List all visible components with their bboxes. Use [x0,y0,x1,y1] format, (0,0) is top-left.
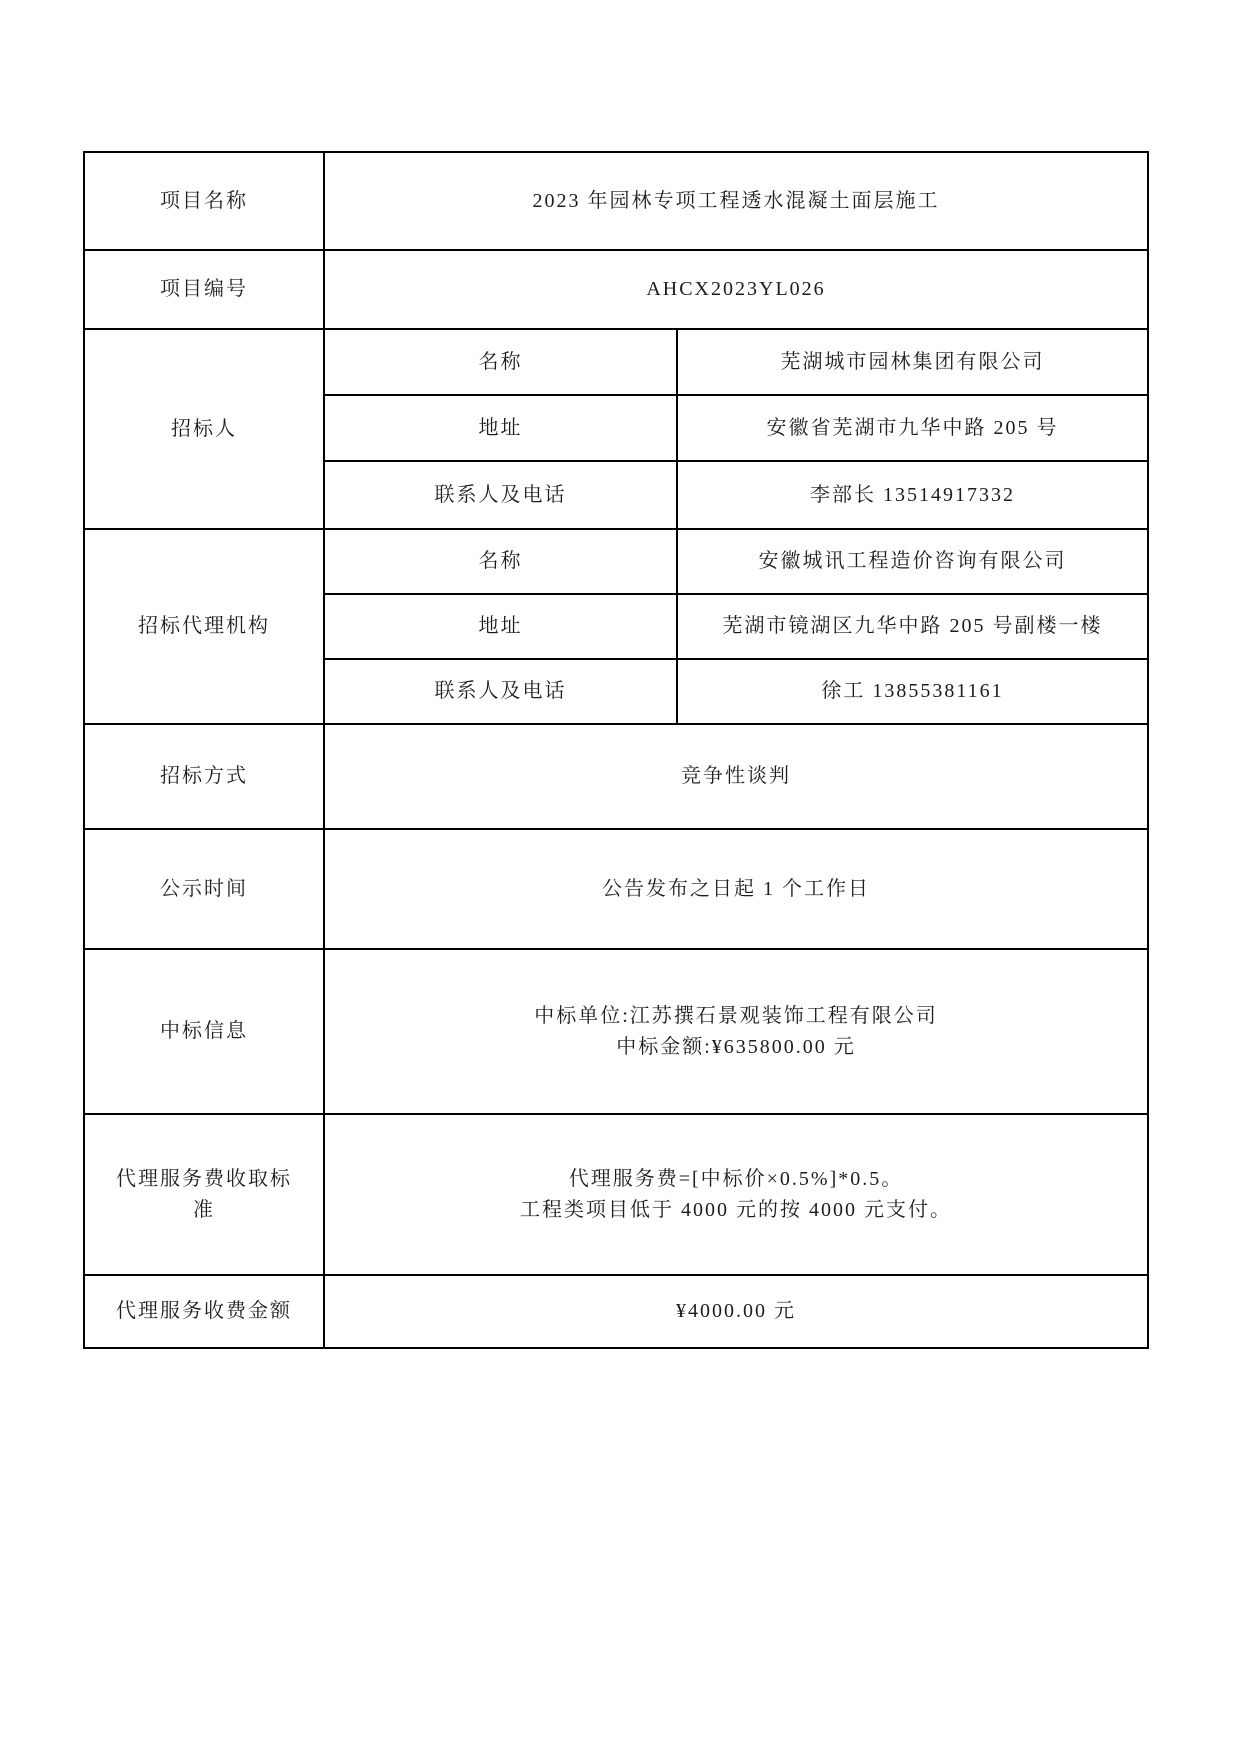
table-row [84,329,1148,395]
table-row [84,1114,1148,1275]
agency-label: 招标代理机构 [84,529,324,724]
award-winner-line: 中标单位:江苏撰石景观装饰工程有限公司 [534,1004,938,1027]
project-number-label: 项目编号 [84,250,324,329]
agency-address-label: 地址 [324,594,677,659]
table-row [84,949,1148,1114]
publicity-period-label: 公示时间 [84,829,324,949]
agency-address-value: 芜湖市镜湖区九华中路 205 号副楼一楼 [677,594,1148,659]
tenderer-name-value: 芜湖城市园林集团有限公司 [677,329,1148,395]
agency-fee-formula-line: 代理服务费=[中标价×0.5%]*0.5。 [568,1167,904,1190]
tenderer-label: 招标人 [84,329,324,529]
agency-fee-standard-value [324,1114,1148,1275]
tenderer-name-label: 名称 [324,329,677,395]
table-row [84,1275,1148,1348]
tenderer-address-label: 地址 [324,395,677,461]
table-row [84,724,1148,829]
table-row [84,152,1148,250]
tenderer-address-value: 安徽省芜湖市九华中路 205 号 [677,395,1148,461]
agency-contact-value: 徐工 13855381161 [677,659,1148,724]
tender-method-value: 竞争性谈判 [324,724,1148,829]
table-row [84,529,1148,594]
agency-fee-amount-value: ¥4000.00 元 [324,1275,1148,1348]
tenderer-contact-value: 李部长 13514917332 [677,461,1148,529]
award-info-value [324,949,1148,1114]
agency-fee-amount-label: 代理服务收费金额 [84,1275,324,1348]
bid-announcement-table [83,151,1149,1349]
agency-contact-label: 联系人及电话 [324,659,677,724]
tenderer-contact-label: 联系人及电话 [324,461,677,529]
agency-name-value: 安徽城讯工程造价咨询有限公司 [677,529,1148,594]
award-info-label: 中标信息 [84,949,324,1114]
project-name-label: 项目名称 [84,152,324,250]
table-row [84,829,1148,949]
project-name-value: 2023 年园林专项工程透水混凝土面层施工 [324,152,1148,250]
agency-fee-minimum-line: 工程类项目低于 4000 元的按 4000 元支付。 [520,1198,952,1221]
agency-fee-standard-label: 代理服务费收取标准 [84,1114,324,1275]
tender-method-label: 招标方式 [84,724,324,829]
award-amount-line: 中标金额:¥635800.00 元 [616,1035,856,1058]
publicity-period-value: 公告发布之日起 1 个工作日 [324,829,1148,949]
agency-name-label: 名称 [324,529,677,594]
table-row [84,250,1148,329]
project-number-value: AHCX2023YL026 [324,250,1148,329]
